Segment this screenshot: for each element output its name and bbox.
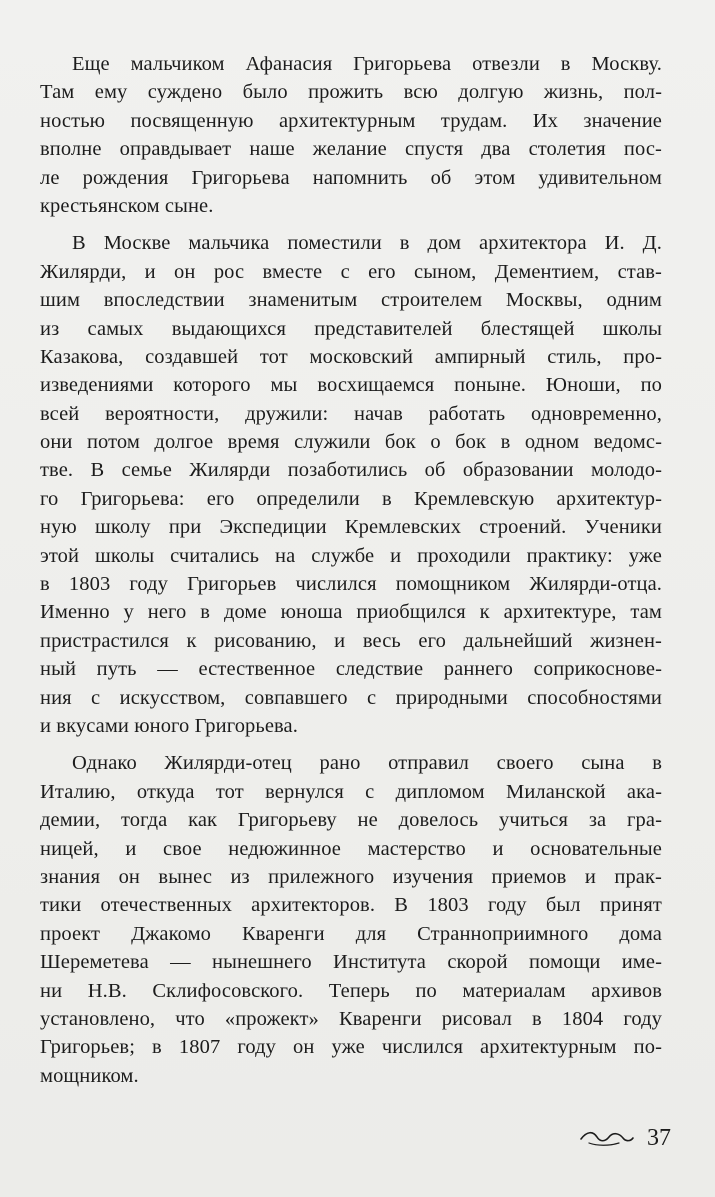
text-line: знания он вынес из прилежного изучения приемов и прак- (40, 865, 662, 888)
text-line: проект Джакомо Кваренги для Странноприимного дома (40, 922, 662, 945)
text-line: этой школы считались на службе и проходили практику: уже (40, 544, 662, 567)
text-line: ни Н.В. Склифосовского. Теперь по материалам архивов (40, 979, 662, 1002)
text-line: они потом долгое время служили бок о бок в одном ведомс- (40, 431, 662, 454)
text-line: ную школу при Экспедиции Кремлевских строений. Ученики (40, 516, 662, 539)
text-line: из самых выдающихся представителей блестящей школы (40, 317, 662, 340)
text-line: го Григорьева: его определили в Кремлевскую архитектур- (40, 487, 662, 510)
text-line: ный путь — естественное следствие раннего соприкоснове- (40, 658, 662, 681)
text-line: Там ему суждено было прожить всю долгую жизнь, пол- (40, 81, 662, 104)
paragraph-gap (40, 220, 662, 229)
text-line: крестьянском сыне. (40, 194, 214, 217)
text-line: В Москве мальчика поместили в дом архитектора И. Д. (72, 232, 662, 255)
swirl-ornament-icon (579, 1129, 635, 1147)
text-line: Однако Жилярди-отец рано отправил своего сына в (72, 752, 662, 775)
text-line: Казакова, создавшей тот московский ампирный стиль, про- (40, 345, 662, 368)
text-line: тве. В семье Жилярди позаботились об образовании молодо- (40, 459, 662, 482)
page-footer (579, 1124, 671, 1152)
text-line: изведениями которого мы восхищаемся поныне. Юноши, по (40, 374, 662, 397)
text-line: Еще мальчиком Афанасия Григорьева отвезли в Москву. (72, 53, 662, 75)
text-line: в 1803 году Григорьев числился помощником Жилярди-отца. (40, 573, 662, 596)
text-line: вполне оправдывает наше желание спустя два столетия пос- (40, 138, 662, 161)
text-line: демии, тогда как Григорьеву не довелось учиться за гра- (40, 809, 662, 832)
text-line: ле рождения Григорьева напомнить об этом удивительном (40, 166, 662, 189)
paragraph (40, 749, 662, 1090)
text-line: ницей, и свое недюжинное мастерство и основательные (40, 837, 662, 860)
text-line: тики отечественных архитекторов. В 1803 году был принят (40, 894, 662, 917)
text-line: Именно у него в доме юноша приобщился к архитектуре, там (40, 601, 662, 624)
text-line: и вкусами юного Григорьева. (40, 714, 298, 737)
text-line: всей вероятности, дружили: начав работать одновременно, (40, 402, 662, 425)
text-line: мощником. (40, 1064, 139, 1087)
paragraph-gap (40, 740, 662, 749)
paragraph (40, 229, 662, 740)
text-line: ния с искусством, совпавшего с природными способностями (40, 686, 662, 709)
text-line: ностью посвященную архитектурным трудам. Их значение (40, 109, 662, 132)
text-line: Шереметева — нынешнего Института скорой помощи име- (40, 951, 662, 974)
body-text (40, 50, 662, 1090)
text-line: пристрастился к рисованию, и весь его дальнейший жизнен- (40, 629, 662, 652)
paragraph (40, 50, 662, 220)
text-line: Григорьев; в 1807 году он уже числился архитектурным по- (40, 1036, 662, 1059)
text-line: установлено, что «прожект» Кваренги рисовал в 1804 году (40, 1007, 662, 1030)
text-line: шим впоследствии знаменитым строителем Москвы, одним (40, 289, 662, 312)
text-line: Жилярди, и он рос вместе с его сыном, Дементием, став- (40, 260, 662, 283)
text-line: Италию, откуда тот вернулся с дипломом Миланской ака- (40, 780, 662, 803)
page-number: 37 (647, 1125, 671, 1151)
